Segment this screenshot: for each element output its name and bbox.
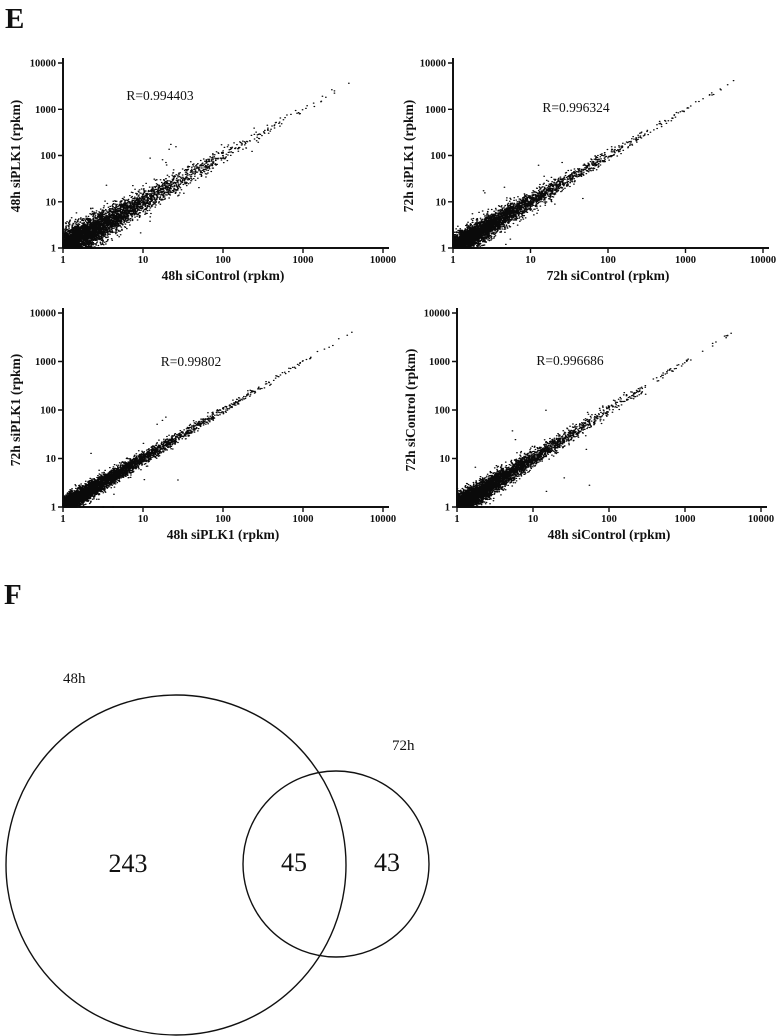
x-tick-label: 100 [215,514,231,525]
venn-circle-72h [243,771,429,957]
panel-label-f: F [4,579,22,611]
chart2-y-axis-title: 72h siPLK1 (rpkm) [401,99,416,212]
x-tick-label: 1 [450,255,456,266]
chart3-correlation-label: R=0.99802 [160,354,222,369]
x-tick-label: 10 [137,514,149,525]
y-tick-label: 1000 [35,357,56,369]
y-tick-label: 1 [50,502,56,514]
x-tick-label: 10000 [747,514,775,525]
chart3-y-axis-title: 72h siPLK1 (rpkm) [8,353,23,467]
y-tick-label: 100 [40,405,56,417]
chart4-x-axis-title: 48h siControl (rpkm) [547,527,671,542]
chart2-x-axis-title: 72h siControl (rpkm) [546,268,670,283]
x-tick-label: 10000 [369,514,397,525]
y-tick-label: 10 [435,197,446,209]
x-tick-label: 1 [60,514,66,525]
y-tick-label: 100 [434,405,450,417]
chart1-correlation-label: R=0.994403 [126,88,194,103]
y-tick-label: 1000 [35,104,56,116]
y-tick-label: 10000 [29,308,56,320]
venn-48h-only-count: 243 [108,849,148,878]
y-tick-label: 1000 [425,104,446,116]
y-tick-label: 10 [439,454,450,466]
y-tick-label: 1 [444,502,450,514]
x-tick-label: 10000 [749,255,777,266]
x-tick-label: 1 [60,255,66,266]
chart1-y-axis-title: 48h siPLK1 (rpkm) [8,99,23,212]
y-tick-label: 10 [45,197,56,209]
chart3-x-axis-title: 48h siPLK1 (rpkm) [166,527,280,542]
chart4-y-axis-title: 72h siControl (rpkm) [403,348,418,472]
y-tick-label: 10 [45,454,56,466]
x-tick-label: 10 [525,255,536,266]
chart2-correlation-label: R=0.996324 [542,100,610,115]
venn-72h-only-count: 43 [374,848,400,877]
x-tick-label: 1000 [292,255,314,266]
x-tick-label: 100 [215,255,231,266]
x-tick-label: 100 [601,514,617,525]
chart1-x-axis-title: 48h siControl (rpkm) [161,268,285,283]
y-tick-label: 10000 [29,58,56,70]
venn-48h-set-label: 48h [63,671,86,687]
x-tick-label: 100 [600,255,616,266]
x-tick-label: 10 [137,255,149,266]
x-tick-label: 1000 [674,514,696,525]
x-tick-label: 1000 [675,255,696,266]
y-tick-label: 1000 [429,357,450,369]
scatter-points [63,83,349,248]
x-tick-label: 10000 [369,255,397,266]
panel-label-e: E [5,3,25,35]
y-tick-label: 10000 [423,308,450,320]
y-tick-label: 10000 [419,58,446,70]
chart4-correlation-label: R=0.996686 [536,353,604,368]
y-tick-label: 1 [50,243,56,255]
x-tick-label: 1000 [292,514,314,525]
y-tick-label: 100 [430,151,446,163]
y-tick-label: 1 [440,243,446,255]
y-tick-label: 100 [40,151,56,163]
x-tick-label: 1 [454,514,460,525]
venn-72h-set-label: 72h [392,738,415,754]
venn-intersection-count: 45 [281,848,307,877]
x-tick-label: 10 [527,514,539,525]
